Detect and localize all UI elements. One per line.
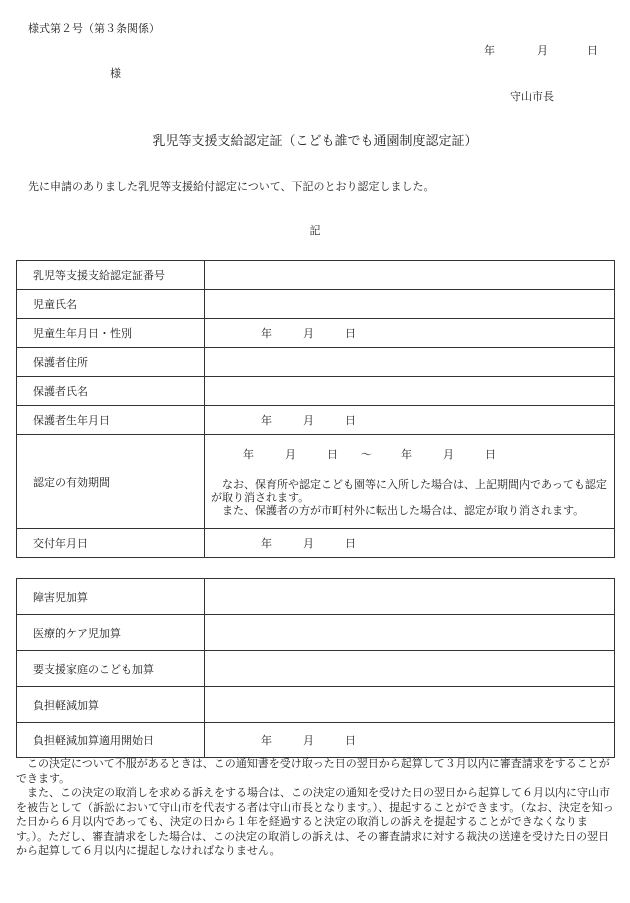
date-year: 年 [261, 414, 272, 427]
child-birth-gender-field [205, 319, 615, 348]
validity-period-dates [205, 446, 614, 462]
disability-addition-field [205, 579, 615, 615]
row-label-disability-addition: 障害児加算 [17, 579, 205, 615]
support-family-addition-field [205, 651, 615, 687]
table-row [17, 615, 615, 651]
date-month: 月 [443, 448, 454, 461]
table-row [17, 319, 615, 348]
guardian-name-field [205, 377, 615, 406]
certification-table [16, 260, 615, 558]
child-name-field [205, 290, 615, 319]
date-month: 月 [303, 734, 314, 747]
date-month: 月 [303, 414, 314, 427]
date-year: 年 [261, 537, 272, 550]
row-label-child-birth-gender: 児童生年月日・性別 [17, 319, 205, 348]
date-day: 日 [345, 734, 356, 747]
period-note-relocation: また、保護者の方が市町村外に転出した場合は、認定が取り消されます。 [222, 504, 585, 517]
ki-label: 記 [309, 224, 321, 237]
appeal-notice-paragraph-2: また、この決定の取消しを求める訴えをする場合は、この決定の通知を受けた日の翌日から起算して６月以内に守山市を被告として（訴訟において守山市を代表する者は守山市長となります。）、提起することができます。（なお、決定を知った日から６月以内であっても、決定の日から１年を経過すると決定の取消しの訴えを提起することができなくなります。）。ただし、審査請求をした場合は、この決定の取消しの訴えは、その審査請求に対する裁決の送達を受けた日の翌日から起算して６月以内に提起しなければなりません。 [16, 786, 614, 857]
date-month: 月 [285, 448, 296, 461]
date-year-label: 年 [484, 44, 495, 57]
issue-date-field [205, 529, 615, 558]
row-label-cert-number: 乳児等支援支給認定証番号 [17, 261, 205, 290]
date-day-label: 日 [587, 44, 598, 57]
appeal-notice [16, 757, 614, 859]
table-row [17, 406, 615, 435]
table-row [17, 579, 615, 615]
issuer: 守山市長 [510, 90, 554, 103]
row-label-medical-care-addition: 医療的ケア児加算 [17, 615, 205, 651]
date-day: 日 [327, 448, 338, 461]
table-row [17, 651, 615, 687]
row-label-guardian-address: 保護者住所 [17, 348, 205, 377]
date-month: 月 [303, 327, 314, 340]
table-row [17, 723, 615, 758]
table-row [17, 261, 615, 290]
table-row [17, 377, 615, 406]
cert-number-field [205, 261, 615, 290]
period-separator: ～ [361, 448, 372, 461]
row-label-child-name: 児童氏名 [17, 290, 205, 319]
date-day: 日 [345, 537, 356, 550]
row-label-guardian-birth: 保護者生年月日 [17, 406, 205, 435]
table-row [17, 348, 615, 377]
date-day: 日 [485, 448, 496, 461]
medical-care-addition-field [205, 615, 615, 651]
date-month: 月 [303, 537, 314, 550]
addition-table [16, 578, 615, 758]
row-label-burden-reduction: 負担軽減加算 [17, 687, 205, 723]
row-label-validity-period: 認定の有効期間 [17, 435, 205, 529]
burden-reduction-field [205, 687, 615, 723]
date-year: 年 [243, 448, 254, 461]
table-row [17, 529, 615, 558]
validity-period-field [205, 435, 615, 529]
row-label-support-family-addition: 要支援家庭のこども加算 [17, 651, 205, 687]
date-day: 日 [345, 414, 356, 427]
date-day: 日 [345, 327, 356, 340]
table-row [17, 435, 615, 529]
guardian-birth-field [205, 406, 615, 435]
addressee-suffix: 様 [110, 67, 121, 80]
date-year: 年 [261, 734, 272, 747]
period-note-admission: なお、保育所や認定こども園等に入所した場合は、上記期間内であっても認定が取り消されます。 [211, 478, 607, 504]
document-title: 乳児等支援支給認定証（こども誰でも通園制度認定証） [152, 134, 478, 149]
appeal-notice-paragraph-1: この決定について不服があるときは、この通知書を受け取った日の翌日から起算して３月以内に審査請求をすることができます。 [16, 757, 610, 785]
burden-reduction-start-field [205, 723, 615, 758]
row-label-burden-reduction-start: 負担軽減加算適用開始日 [17, 723, 205, 758]
intro-text: 先に申請のありました乳児等支援給付認定について、下記のとおり認定しました。 [28, 180, 435, 193]
date-year: 年 [261, 327, 272, 340]
guardian-address-field [205, 348, 615, 377]
form-number: 様式第２号（第３条関係） [28, 22, 160, 35]
table-row [17, 290, 615, 319]
table-row [17, 687, 615, 723]
date-year: 年 [401, 448, 412, 461]
row-label-guardian-name: 保護者氏名 [17, 377, 205, 406]
date-month-label: 月 [537, 44, 548, 57]
row-label-issue-date: 交付年月日 [17, 529, 205, 558]
